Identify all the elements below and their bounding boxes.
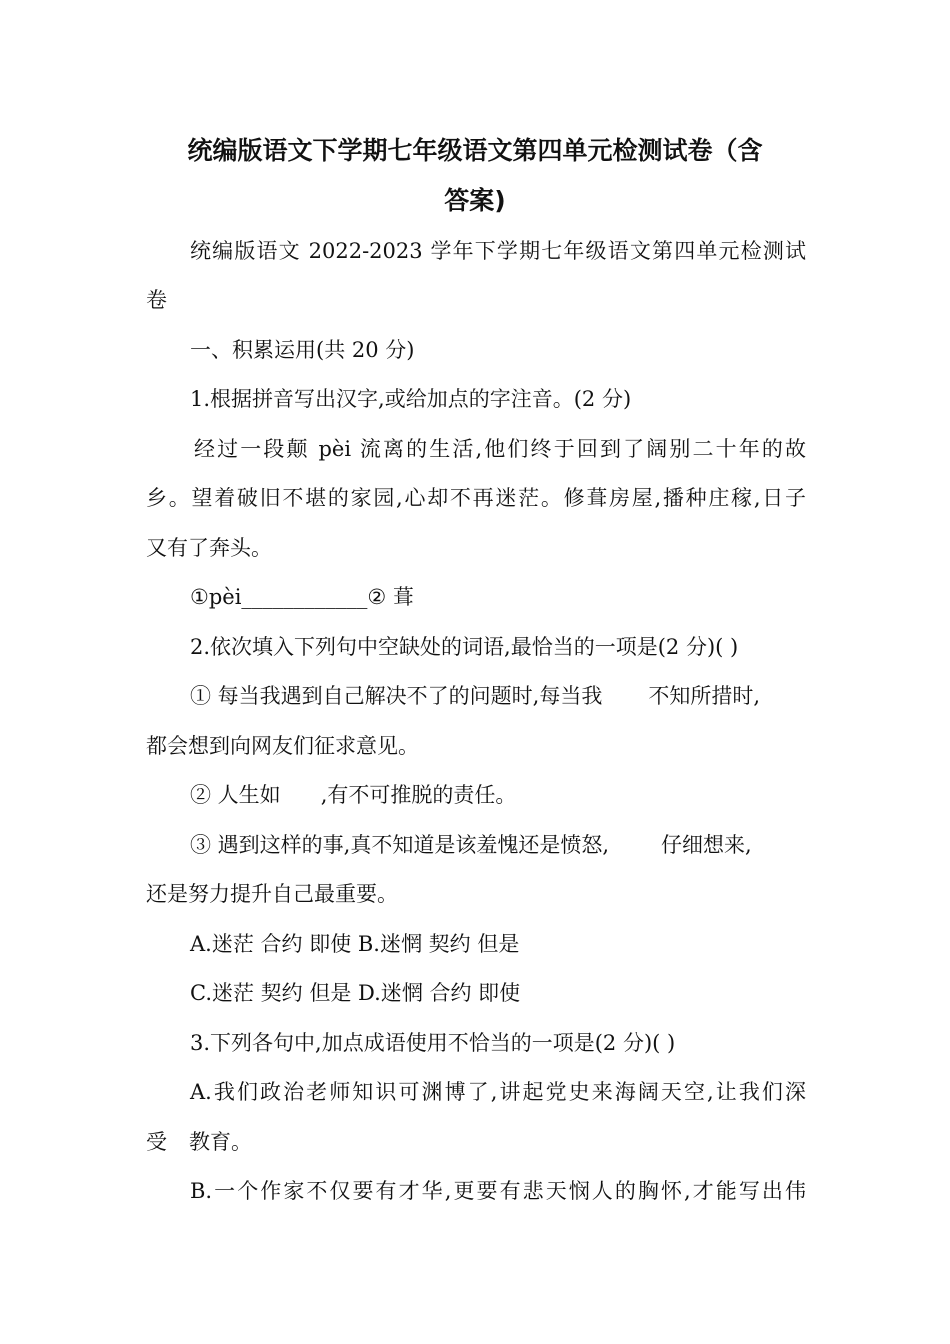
question-2-sentence-2-part2: ,有不可推脱的责任。 — [320, 783, 517, 807]
question-1-passage-line2: 乡。望着破旧不堪的家园,心却不再迷茫。修葺房屋,播种庄稼,日子 — [146, 486, 806, 510]
question-3-option-a-line1: A.我们政治老师知识可渊博了,讲起党史来海阔天空,让我们深 — [190, 1080, 806, 1104]
question-2-options-ab: A.迷茫 合约 即使 B.迷惘 契约 但是 — [190, 932, 520, 956]
question-1-passage-line3: 又有了奔头。 — [146, 536, 272, 560]
question-2-sentence-2 — [190, 781, 516, 809]
question-1-stem: 1.根据拼音写出汉字,或给加点的字注音。(2 分) — [190, 387, 632, 411]
question-3-option-b-line1: B.一个作家不仅要有才华,更要有悲天悯人的胸怀,才能写出伟 — [190, 1179, 806, 1203]
question-2-sentence-1-part1: ① 每当我遇到自己解决不了的问题时,每当我 — [190, 684, 603, 708]
section-heading: 一、积累运用(共 20 分) — [190, 338, 415, 362]
question-2-sentence-3-part2: 仔细想来, — [661, 833, 752, 857]
question-3-option-a-part1: 受 — [146, 1130, 167, 1154]
subtitle-line1: 统编版语文 2022-2023 学年下学期七年级语文第四单元检测试 — [190, 239, 806, 263]
question-2-options-cd: C.迷茫 契约 但是 D.迷惘 合约 即使 — [190, 981, 521, 1005]
question-2-sentence-3-part1: ③ 遇到这样的事,真不知道是该羞愧还是愤怒, — [190, 833, 610, 857]
question-2-sentence-1-line2: 都会想到向网友们征求意见。 — [146, 734, 419, 758]
document-title-line2: 答案) — [444, 186, 506, 215]
question-2-stem: 2.依次填入下列句中空缺处的词语,最恰当的一项是(2 分)( ) — [190, 635, 739, 659]
question-3-stem: 3.下列各句中,加点成语使用不恰当的一项是(2 分)( ) — [190, 1031, 676, 1055]
question-2-sentence-3-line2: 还是努力提升自己最重要。 — [146, 882, 398, 906]
question-2-sentence-1-part2: 不知所措时, — [648, 684, 761, 708]
question-2-sentence-1 — [190, 682, 806, 710]
question-2-sentence-3 — [190, 831, 752, 859]
subtitle-line2: 卷 — [146, 288, 167, 312]
question-3-option-a-line2 — [146, 1128, 252, 1156]
document-title-line1: 统编版语文下学期七年级语文第四单元检测试卷（含 — [187, 136, 763, 165]
question-1-passage-line1: 经过一段颠 pèi 流离的生活,他们终于回到了阔别二十年的故 — [194, 437, 806, 461]
question-2-sentence-2-part1: ② 人生如 — [190, 783, 281, 807]
question-3-option-a-part2: 教育。 — [189, 1130, 252, 1154]
question-1-blanks: ①pèi____________② 葺 — [190, 585, 414, 609]
